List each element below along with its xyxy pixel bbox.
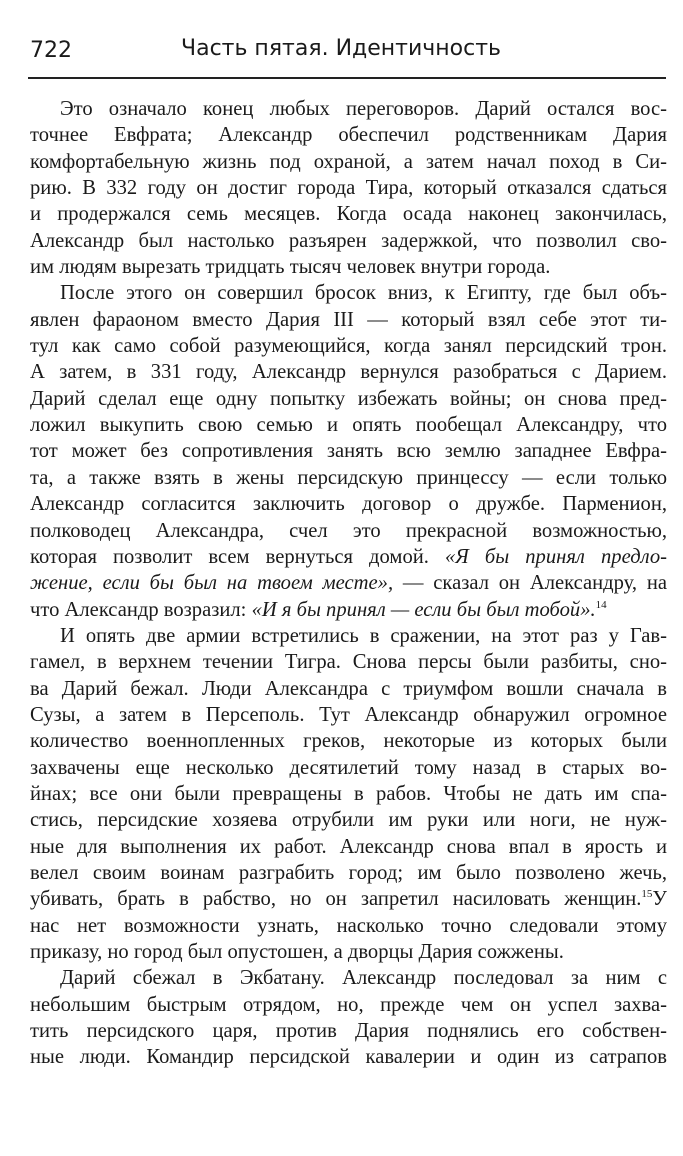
text-segment: которая позволит всем вернуться домой. xyxy=(30,545,429,568)
quote-italic: «Я бы принял предло- xyxy=(445,545,667,568)
paragraph-1 xyxy=(30,96,667,280)
text-line: тот может без сопротивления занять всю землю западнее Евфра- xyxy=(30,440,667,463)
text-line-mixed xyxy=(30,597,667,623)
text-segment: — сказал он Александру, на xyxy=(393,572,667,595)
text-line: Дарий сбежал в Экбатану. Александр последовал за ним с xyxy=(60,967,667,990)
text-line: Александр был настолько разъярен задержкой, что позволил сво- xyxy=(30,229,667,252)
text-line: комфортабельную жизнь под охраной, а затем начал поход в Си- xyxy=(30,150,667,173)
text-line: Сузы, а затем в Персеполь. Тут Александр обнаружил огромное xyxy=(30,703,667,726)
text-segment: убивать, брать в рабство, но он запретил насиловать женщин. xyxy=(30,888,642,911)
quote-italic: жение, если бы был на твоем месте», xyxy=(30,572,394,595)
text-line: ные люди. Командир персидской кавалерии и один из сатрапов xyxy=(30,1046,667,1069)
paragraph-4 xyxy=(30,965,667,1070)
text-line: Дарий сделал еще одну попытку избежать войны; он снова пред- xyxy=(30,387,667,410)
text-line: И опять две армии встретились в сражении, на этот раз у Гав- xyxy=(60,624,667,647)
text-line: тул как само собой разумеющийся, когда занял персидский трон. xyxy=(30,335,667,358)
text-line-mixed xyxy=(30,570,667,596)
text-line: велел своим воинам разграбить город; им было позволено жечь, xyxy=(30,861,667,884)
quote-italic: «И я бы принял — если бы был тобой». xyxy=(251,598,596,621)
page-number: 722 xyxy=(30,38,72,63)
text-line: гамел, в верхнем течении Тигра. Снова персы были разбиты, сно- xyxy=(30,651,667,674)
paragraph-3 xyxy=(30,623,667,965)
text-line: После этого он совершил бросок вниз, к Египту, где был объ- xyxy=(60,282,667,305)
text-segment: У xyxy=(652,888,667,911)
text-line: приказу, но город был опустошен, а дворцы Дария сожжены. xyxy=(30,941,564,963)
text-line-mixed xyxy=(30,544,667,570)
text-line: та, а также взять в жены персидскую принцессу — если только xyxy=(30,466,667,489)
footnote-ref: 15 xyxy=(641,888,653,901)
text-line: небольшим быстрым отрядом, но, прежде чем он успел захва- xyxy=(30,993,667,1016)
text-line: и продержался семь месяцев. Когда осада наконец закончилась, xyxy=(30,203,667,226)
text-line: явлен фараоном вместо Дария III — который взял себе этот ти- xyxy=(30,308,667,331)
text-line: захвачены еще несколько десятилетий тому назад в старых во- xyxy=(30,756,667,779)
text-line: Александр согласится заключить договор о дружбе. Парменион, xyxy=(30,493,667,516)
text-line: нас нет возможности узнать, насколько точно следовали этому xyxy=(30,914,667,937)
running-title: Часть пятая. Идентичность xyxy=(181,36,501,61)
text-line: ные для выполнения их работ. Александр снова впал в ярость и xyxy=(30,835,667,858)
text-line-mixed xyxy=(30,886,667,912)
paragraph-2 xyxy=(30,280,667,622)
text-line: А затем, в 331 году, Александр вернулся разобраться с Дарием. xyxy=(30,361,667,384)
body-text xyxy=(30,96,667,1071)
text-line: ложил выкупить свою семью и опять пообещал Александру, что xyxy=(30,414,667,437)
page-header xyxy=(28,30,668,70)
text-line: количество военнопленных греков, некоторые из которых были xyxy=(30,730,667,753)
text-line: рию. В 332 году он достиг города Тира, который отказался сдаться xyxy=(30,177,667,200)
text-line: Это означало конец любых переговоров. Дарий остался вос- xyxy=(60,98,667,120)
text-line: стись, персидские хозяева отрубили им руки или ноги, не нуж- xyxy=(30,809,667,832)
text-line: ва Дарий бежал. Люди Александра с триумфом вошли сначала в xyxy=(30,677,667,700)
text-line: тить персидского царя, против Дария поднялись его собствен- xyxy=(30,1020,667,1043)
text-line: им людям вырезать тридцать тысяч человек внутри города. xyxy=(30,256,551,279)
text-line: полководец Александра, счел это прекрасной возможностью, xyxy=(30,519,667,542)
text-line: йнах; все они были превращены в рабов. Чтобы не дать им спа- xyxy=(30,782,667,805)
text-line: точнее Евфрата; Александр обеспечил родственникам Дария xyxy=(30,124,667,147)
text-segment: что Александр возразил: xyxy=(30,598,247,621)
footnote-ref: 14 xyxy=(595,598,607,611)
header-rule xyxy=(28,77,666,79)
